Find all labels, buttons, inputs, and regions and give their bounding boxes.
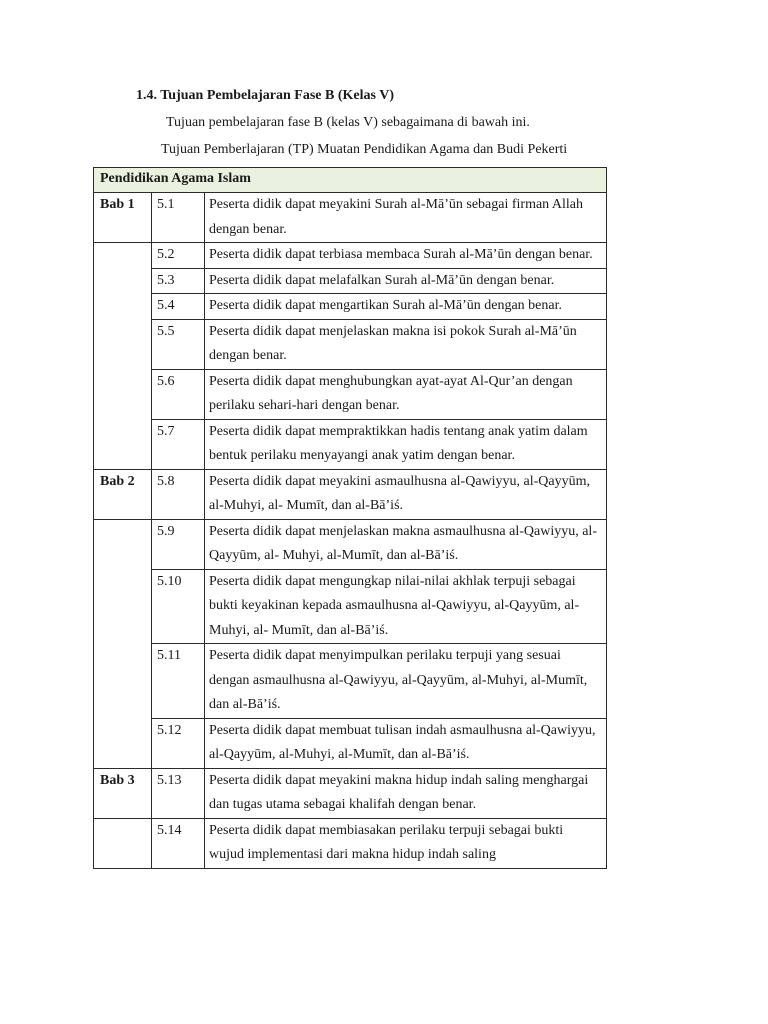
table-row [94,319,607,369]
objective-number: 5.1 [152,193,205,243]
objective-number: 5.9 [152,519,205,569]
intro-paragraph: Tujuan pembelajaran fase B (kelas V) sebagaimana di bawah ini. [166,115,530,130]
table-row [94,644,607,719]
objective-description: Peserta didik dapat melafalkan Surah al-Mā’ūn dengan benar. [205,268,607,294]
objective-description: Peserta didik dapat menjelaskan makna asmaulhusna al-Qawiyyu, al-Qayyūm, al- Muhyi, al-Mumīt, dan al-Bā’iś. [205,519,607,569]
table-header-row [94,168,607,193]
objective-number: 5.11 [152,644,205,719]
bab-cell [94,644,152,719]
objective-number: 5.10 [152,569,205,644]
table-row [94,519,607,569]
table-caption: Tujuan Pemberlajaran (TP) Muatan Pendidikan Agama dan Budi Pekerti [161,142,568,157]
objective-number: 5.3 [152,268,205,294]
objective-description: Peserta didik dapat meyakini makna hidup indah saling menghargai dan tugas utama sebagai khalifah dengan benar. [205,768,607,818]
bab-cell: Bab 1 [94,193,152,243]
objective-description: Peserta didik dapat mengartikan Surah al-Mā’ūn dengan benar. [205,294,607,320]
objective-number: 5.6 [152,369,205,419]
objective-number: 5.2 [152,243,205,269]
bab-cell [94,818,152,868]
learning-objectives-table [93,167,607,869]
table-row [94,268,607,294]
bab-cell [94,519,152,569]
objective-description: Peserta didik dapat membiasakan perilaku terpuji sebagai bukti wujud implementasi dari makna hidup indah saling [205,818,607,868]
table-row [94,294,607,320]
objective-description: Peserta didik dapat menjelaskan makna isi pokok Surah al-Mā’ūn dengan benar. [205,319,607,369]
table-header: Pendidikan Agama Islam [94,168,607,193]
objective-number: 5.5 [152,319,205,369]
objective-number: 5.8 [152,469,205,519]
table-row [94,243,607,269]
objective-description: Peserta didik dapat meyakini asmaulhusna al-Qawiyyu, al-Qayyūm, al-Muhyi, al- Mumīt, dan al-Bā’iś. [205,469,607,519]
section-title: 1.4. Tujuan Pembelajaran Fase B (Kelas V) [136,88,394,103]
table-row [94,718,607,768]
bab-cell [94,718,152,768]
objective-description: Peserta didik dapat mempraktikkan hadis tentang anak yatim dalam bentuk perilaku menyayangi anak yatim dengan benar. [205,419,607,469]
bab-cell [94,268,152,294]
table-row [94,569,607,644]
bab-cell: Bab 3 [94,768,152,818]
objective-number: 5.4 [152,294,205,320]
objective-number: 5.13 [152,768,205,818]
objective-number: 5.14 [152,818,205,868]
bab-cell [94,419,152,469]
bab-cell [94,319,152,369]
table-row [94,469,607,519]
objective-number: 5.7 [152,419,205,469]
bab-cell [94,294,152,320]
table-row [94,419,607,469]
table-row [94,369,607,419]
table-row [94,768,607,818]
objective-description: Peserta didik dapat menghubungkan ayat-ayat Al-Qur’an dengan perilaku sehari-hari dengan benar. [205,369,607,419]
table-body [94,193,607,869]
bab-cell [94,369,152,419]
bab-cell [94,243,152,269]
objective-number: 5.12 [152,718,205,768]
objective-description: Peserta didik dapat membuat tulisan indah asmaulhusna al-Qawiyyu, al-Qayyūm, al-Muhyi, al-Mumīt, dan al-Bā’iś. [205,718,607,768]
objective-description: Peserta didik dapat terbiasa membaca Surah al-Mā’ūn dengan benar. [205,243,607,269]
objective-description: Peserta didik dapat menyimpulkan perilaku terpuji yang sesuai dengan asmaulhusna al-Qawiyyu, al-Qayyūm, al-Muhyi, al-Mumīt, dan al-Bā’iś. [205,644,607,719]
bab-cell: Bab 2 [94,469,152,519]
bab-cell [94,569,152,644]
table-row [94,818,607,868]
objective-description: Peserta didik dapat mengungkap nilai-nilai akhlak terpuji sebagai bukti keyakinan kepada asmaulhusna al-Qawiyyu, al-Qayyūm, al-Muhyi, al- Mumīt, dan al-Bā’iś. [205,569,607,644]
table-row [94,193,607,243]
objective-description: Peserta didik dapat meyakini Surah al-Mā’ūn sebagai firman Allah dengan benar. [205,193,607,243]
